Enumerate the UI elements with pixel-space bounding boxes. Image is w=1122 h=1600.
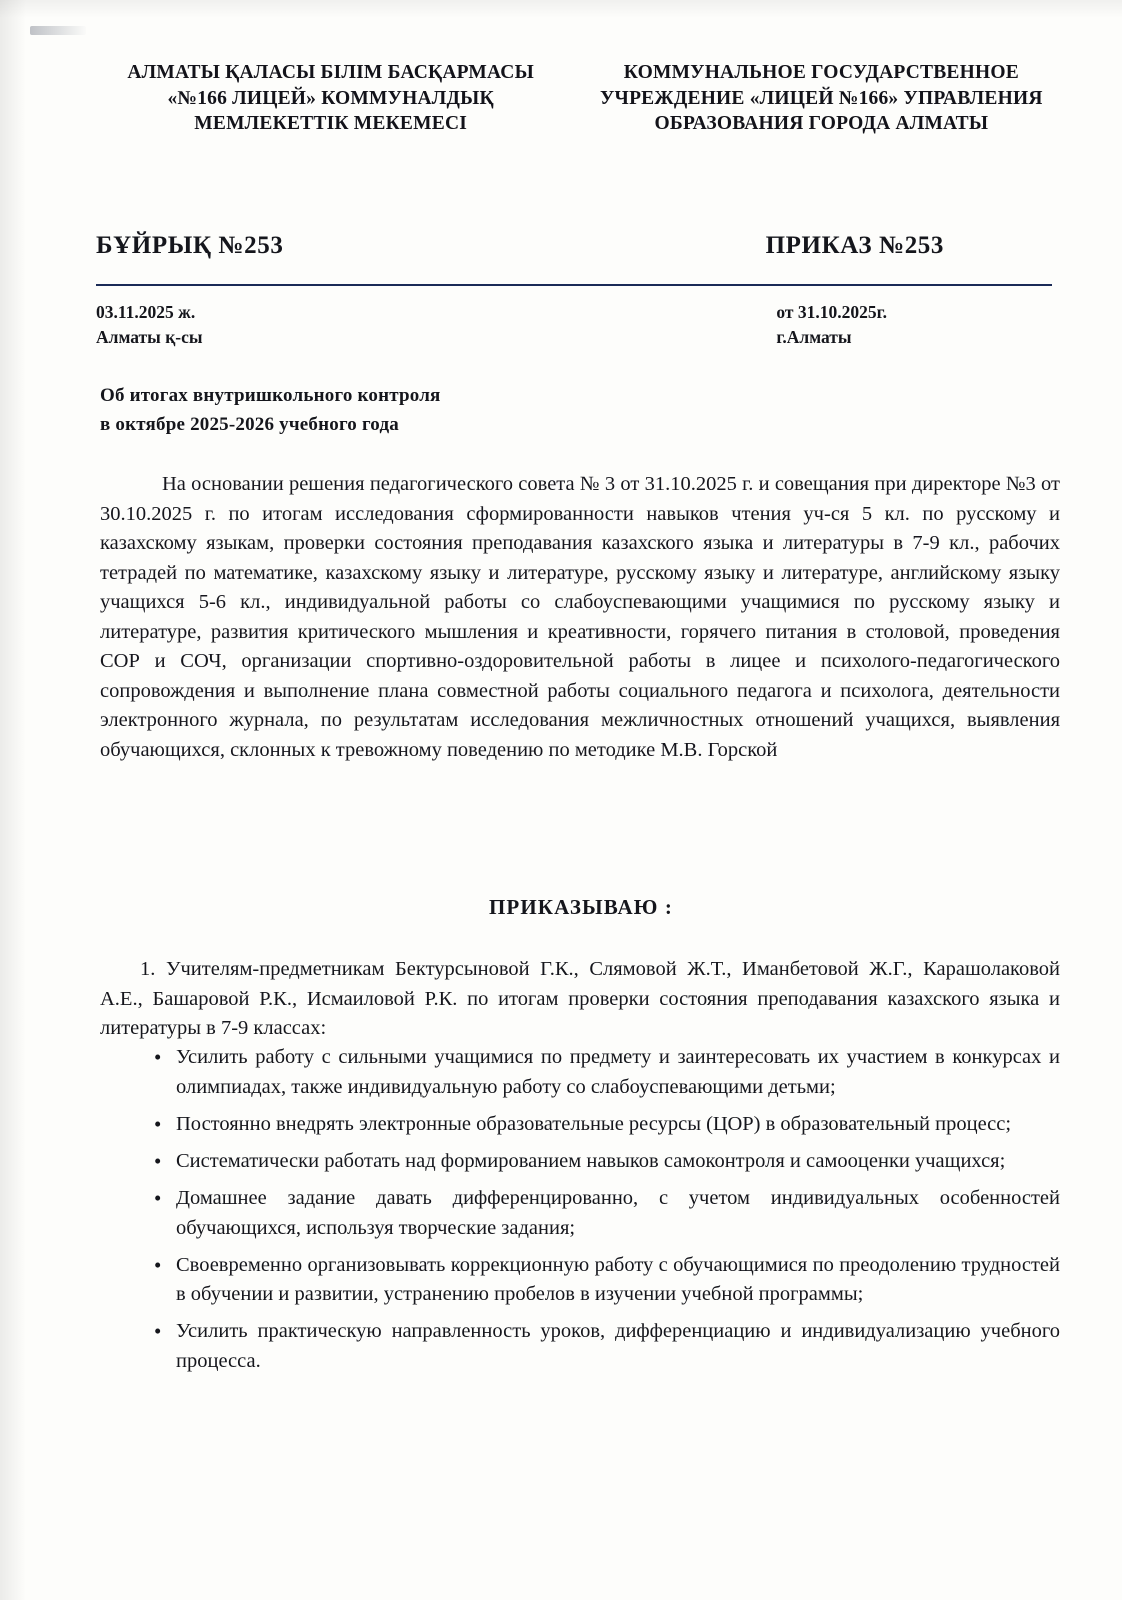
clause-1-bullet-list (124, 1043, 1060, 1384)
city-kazakh: Алматы қ-сы (96, 327, 203, 348)
order-number-russian: ПРИКАЗ №253 (765, 232, 944, 259)
date-block-russian (776, 300, 1052, 351)
document-dates-row (96, 300, 1052, 351)
date-kazakh: 03.11.2025 ж. (96, 302, 196, 322)
page-edge-shadow-top (0, 0, 1122, 18)
list-item: • Усилить практическую направленность уроков, дифференциацию и индивидуализацию учебного процесса. (154, 1317, 1060, 1377)
order-number-row (96, 232, 1052, 260)
organization-name-russian: КОММУНАЛЬНОЕ ГОСУДАРСТВЕННОЕ УЧРЕЖДЕНИЕ «ЛИЦЕЙ №166» УПРАВЛЕНИЯ ОБРАЗОВАНИЯ ГОРОДА АЛМАТЫ (600, 62, 1043, 135)
list-item: • Постоянно внедрять электронные образовательные ресурсы (ЦОР) в образовательный процесс; (154, 1110, 1060, 1140)
subject-line-2: в октябре 2025-2026 учебного года (100, 413, 399, 435)
command-heading: ПРИКАЗЫВАЮ : (488, 895, 673, 919)
date-block-kazakh (96, 300, 203, 351)
list-item: • Своевременно организовывать коррекционную работу с обучающимися по преодолению трудностей в обучении и развитии, устранению пробелов в изучении учебной программы; (154, 1251, 1060, 1311)
clause-1-paragraph: 1. Учителям-предметникам Бектурсыновой Г.К., Слямовой Ж.Т., Иманбетовой Ж.Г., Карашолаковой А.Е., Башаровой Р.К., Исмаиловой Р.К. по итогам проверки состояния преподавания казахского языка и литературы в 7-9 классах: (100, 958, 1060, 1040)
page-edge-shadow-left (0, 0, 26, 1600)
subject-line-1: Об итогах внутришкольного контроля (100, 385, 441, 406)
list-item: • Домашнее задание давать дифференцированно, с учетом индивидуальных особенностей обучающихся, используя творческие задания; (154, 1184, 1060, 1244)
document-header (96, 60, 1052, 137)
order-number-kazakh: БҰЙРЫҚ №253 (96, 232, 284, 259)
city-russian: г.Алматы (776, 327, 852, 348)
preamble-paragraph: На основании решения педагогического совета № 3 от 31.10.2025 г. и совещания при директоре №3 от 30.10.2025 г. по итогам исследования сформированности навыков чтения уч-ся 5 кл. по русскому и казахскому языкам, проверки состояния преподавания казахского языка и литературы в 7-9 кл., рабочих тетрадей по математике, казахскому языку и литературе, русскому языку и литературе, английскому языку учащихся 5-6 кл., индивидуальной работы со слабоуспевающими учащимися по русскому языку и литературе, развития критического мышления и креативности, горячего питания в столовой, проведения СОР и СОЧ, организации спортивно-оздоровительной работы в лицее и психолого-педагогического сопровождения и выполнение плана совместной работы социального педагога и психолога, деятельности электронного журнала, по результатам исследования межличностных отношений учащихся, выявления обучающихся, склонных к тревожному поведению по методике М.В. Горской (100, 473, 1060, 761)
date-russian: от 31.10.2025г. (776, 302, 887, 322)
header-divider-rule (96, 284, 1052, 286)
organization-name-kazakh: АЛМАТЫ ҚАЛАСЫ БІЛІМ БАСҚАРМАСЫ «№166 ЛИЦЕЙ» КОММУНАЛДЫҚ МЕМЛЕКЕТТІК МЕКЕМЕСІ (127, 62, 534, 135)
list-item: • Усилить работу с сильными учащимися по предмету и заинтересовать их участием в конкурсах и олимпиадах, также индивидуальную работу со слабоуспевающими детьми; (154, 1043, 1060, 1103)
document-subject (100, 382, 441, 439)
scan-artifact-mark (30, 26, 86, 35)
list-item: • Систематически работать над формированием навыков самоконтроля и самооценки учащихся; (154, 1147, 1060, 1177)
